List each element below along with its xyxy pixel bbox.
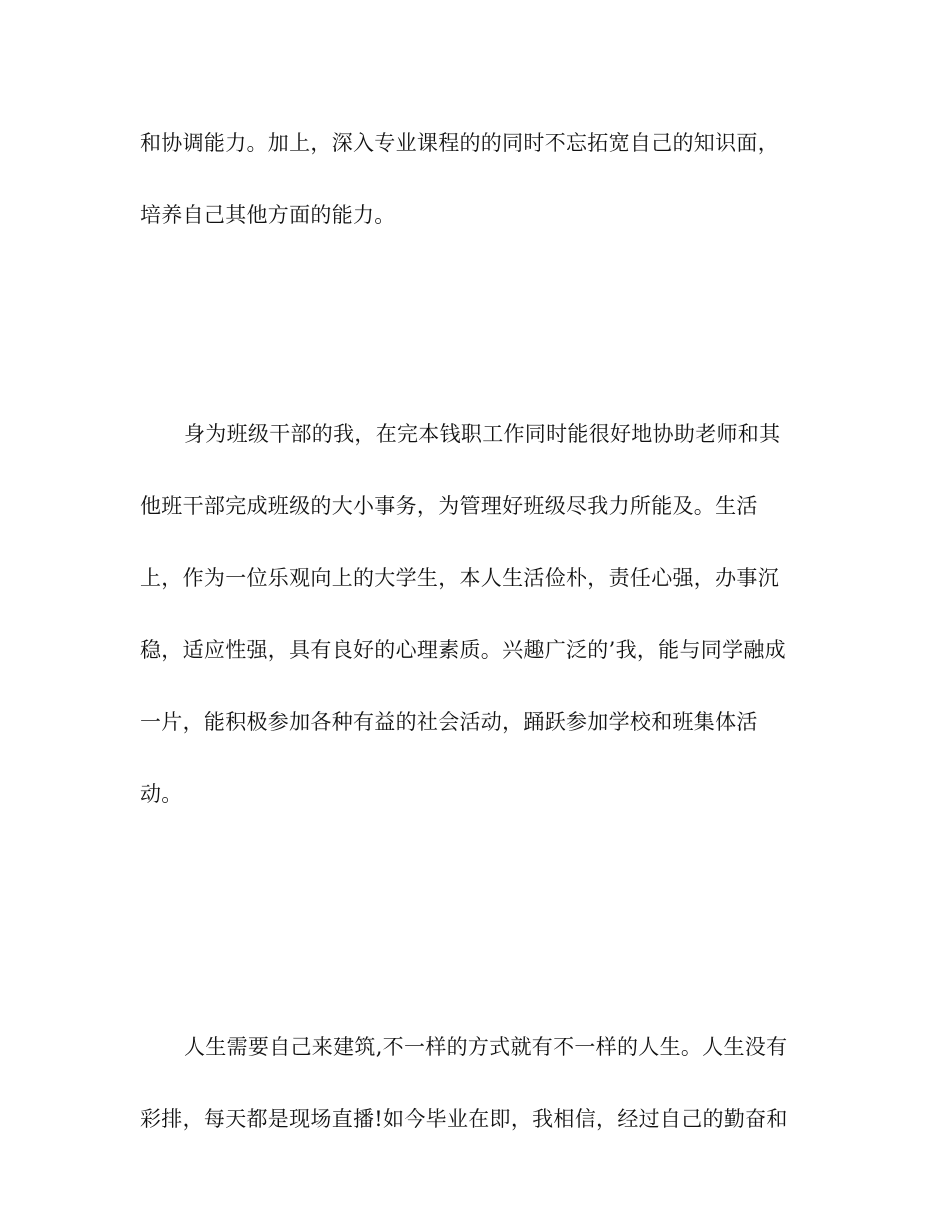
text-line: 上，作为一位乐观向上的大学生，本人生活俭朴，责任心强，办事沉 xyxy=(140,566,779,590)
text-line: 身为班级干部的我，在完本钱职工作同时能很好地协助老师和其 xyxy=(184,422,781,446)
text-line: 人生需要自己来建筑,不一样的方式就有不一样的人生。人生没有 xyxy=(184,1035,788,1059)
text-line: 动。 xyxy=(140,782,183,806)
text-line: 他班干部完成班级的大小事务，为管理好班级尽我力所能及。生活 xyxy=(140,494,758,518)
text-line: 培养自己其他方面的能力。 xyxy=(140,203,396,227)
text-line: 和协调能力。加上，深入专业课程的的同时不忘拓宽自己的知识面， xyxy=(140,131,779,155)
text-line: 一片，能积极参加各种有益的社会活动，踊跃参加学校和班集体活 xyxy=(140,710,758,734)
text-line: 稳，适应性强，具有良好的心理素质。兴趣广泛的’我，能与同学融成 xyxy=(140,638,786,662)
text-line: 彩排，每天都是现场直播!如今毕业在即，我相信，经过自己的勤奋和 xyxy=(140,1107,788,1131)
